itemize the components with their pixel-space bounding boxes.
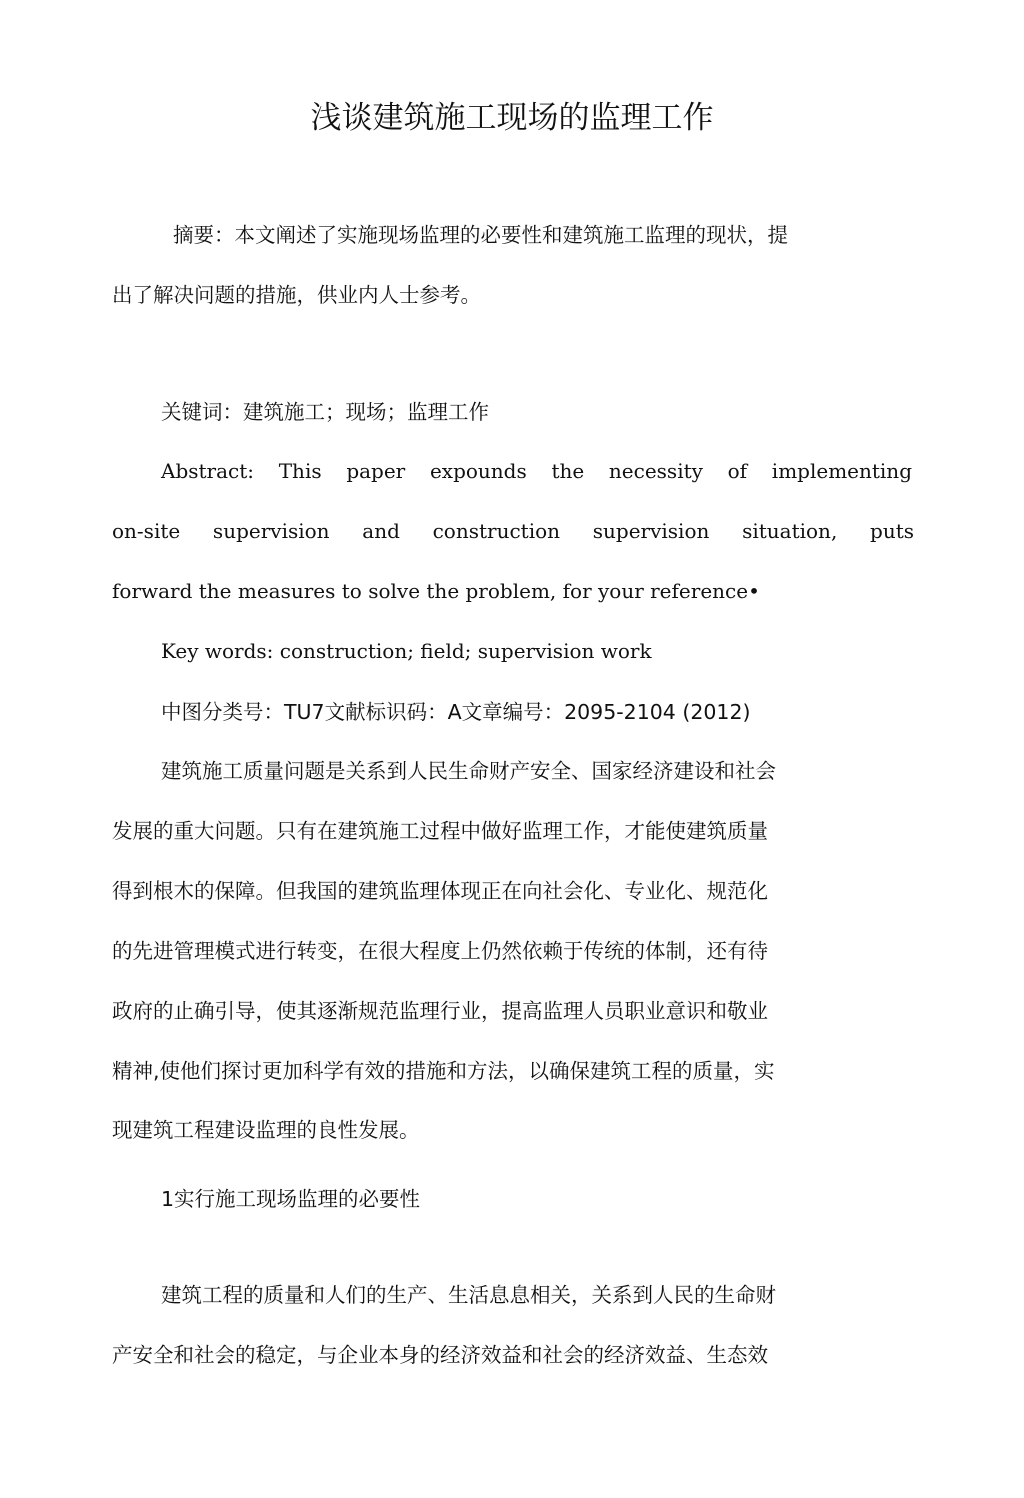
- section1-heading: 1实行施工现场监理的必要性: [161, 1187, 421, 1211]
- keywords-cn: 关键词：建筑施工；现场；监理工作: [161, 400, 489, 424]
- intro-line-7: 现建筑工程建设监理的良性发展。: [112, 1118, 420, 1142]
- document-title: 浅谈建筑施工现场的监理工作: [310, 100, 714, 136]
- abstract-en-line-2: on-site supervision and construction supervision situation, puts: [112, 519, 914, 543]
- section1-line-2: 产安全和社会的稳定，与企业本身的经济效益和社会的经济效益、生态效: [112, 1343, 768, 1367]
- section1-line-1: 建筑工程的质量和人们的生产、生活息息相关，关系到人民的生命财: [161, 1283, 776, 1307]
- intro-line-2: 发展的重大问题。只有在建筑施工过程中做好监理工作，才能使建筑质量: [112, 819, 768, 843]
- abstract-cn-line-2: 出了解决问题的措施，供业内人士参考。: [112, 283, 481, 307]
- intro-line-1: 建筑施工质量问题是关系到人民生命财产安全、国家经济建设和社会: [161, 759, 776, 783]
- intro-line-5: 政府的止确引导，使其逐渐规范监理行业，提高监理人员职业意识和敬业: [112, 999, 768, 1023]
- intro-line-4: 的先进管理模式进行转变，在很大程度上仍然依赖于传统的体制，还有待: [112, 939, 768, 963]
- intro-line-3: 得到根木的保障。但我国的建筑监理体现正在向社会化、专业化、规范化: [112, 879, 768, 903]
- keywords-en: Key words: construction; field; supervision work: [161, 639, 652, 663]
- intro-line-6: 精神,使他们探讨更加科学有效的措施和方法，以确保建筑工程的质量，实: [112, 1059, 775, 1083]
- abstract-en-line-3: forward the measures to solve the problem, for your reference•: [112, 579, 760, 603]
- classification-line: 中图分类号：TU7文献标识码：A文章编号：2095-2104 (2012): [161, 700, 751, 724]
- abstract-en-line-1: Abstract: This paper expounds the necessity of implementing: [161, 459, 912, 483]
- abstract-cn-line-1: 摘要：本文阐述了实施现场监理的必要性和建筑施工监理的现状，提: [173, 223, 788, 247]
